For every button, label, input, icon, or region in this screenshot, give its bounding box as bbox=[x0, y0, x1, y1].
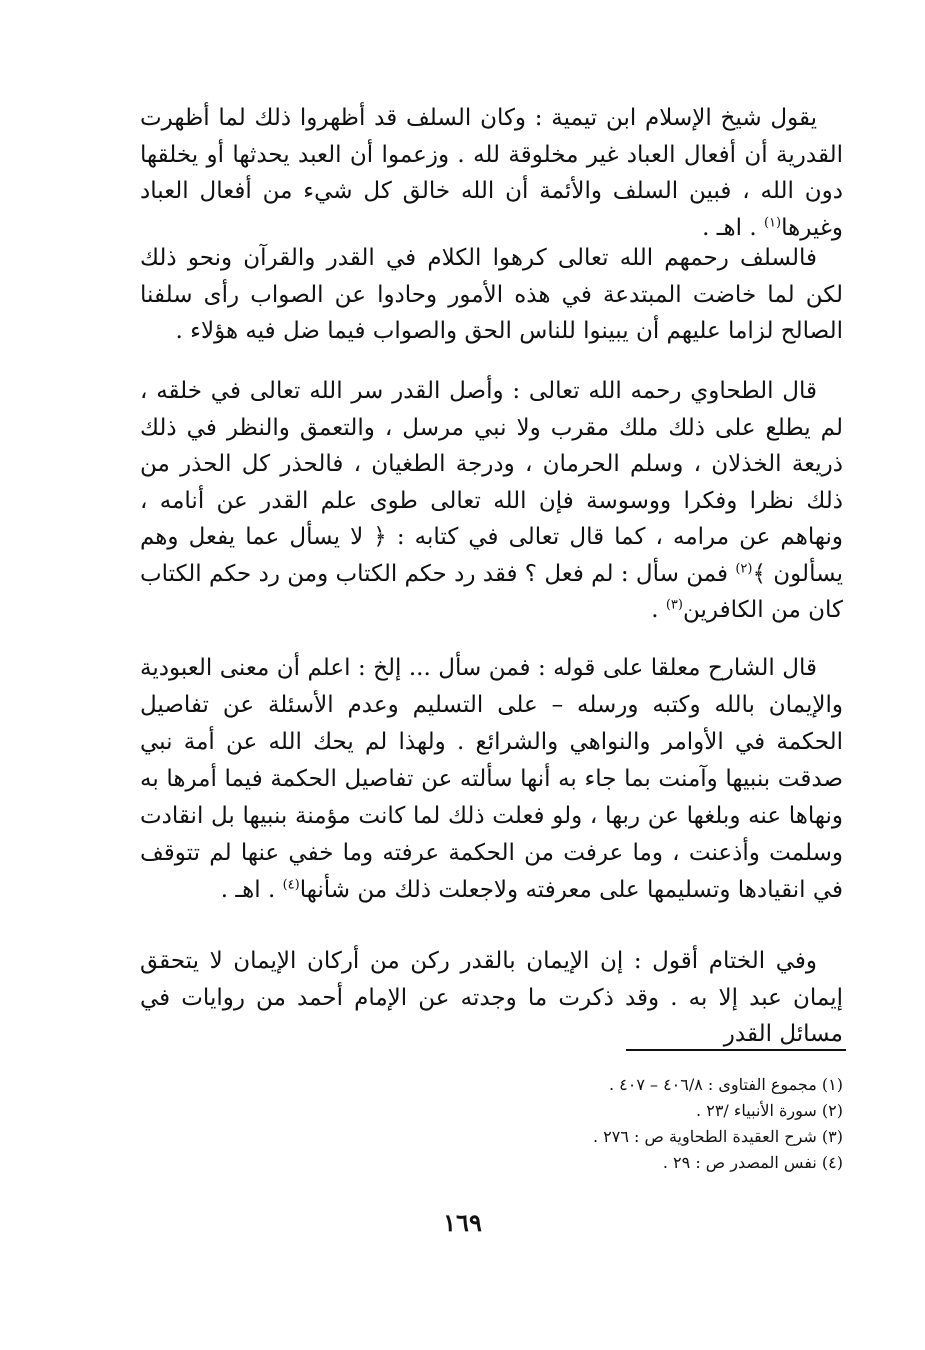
paragraph-1-text: يقول شيخ الإسلام ابن تيمية : وكان السلف قد أظهروا ذلك لما أظهرت القدرية أن أفعال العباد غير مخلوقة لله . وزعموا أن العبد يحدثها أو يخلقها دون الله ، فبين السلف والأئمة أن الله خالق كل شيء من أفعال العباد وغيرها bbox=[140, 105, 843, 241]
paragraph-3-text: قال الطحاوي رحمه الله تعالى : وأصل القدر سر الله تعالى في خلقه ، لم يطلع على ذلك ملك مقرب ولا نبي مرسل ، والتعمق والنظر في ذلك ذريعة الخذلان ، وسلم الحرمان ، ودرجة الطغيان ، فالحذر كل الحذر من ذلك نظرا وفكرا ووسوسة فإن الله تعالى طوى علم القدر عن أنامه ، ونهاهم عن مرامه ، كما قال تعالى في كتابه : ﴿ لا يسأل عما يفعل وهم يسألون ﴾ bbox=[140, 378, 843, 587]
paragraph-4-text: قال الشارح معلقا على قوله : فمن سأل ... إلخ : اعلم أن معنى العبودية والإيمان بالله وكتبه ورسله – على التسليم وعدم الأسئلة عن تفاصيل الحكمة في الأوامر والنواهي والشرائع . ولهذا لم يحك الله عن أمة نبي صدقت بنبيها وآمنت بما جاء به أنها سألته عن تفاصيل الحكمة فيما أمرها به ونهاها عنه وبلغها عن ربها ، ولو فعلت ذلك لما كانت مؤمنة بنبيها بل انقادت وسلمت وأذعنت ، وما عرفت من الحكمة عرفته وما خفي عنها لم تتوقف في انقيادها وتسليمها على معرفته ولاجعلت ذلك من شأنها bbox=[140, 655, 843, 903]
paragraph-conclusion bbox=[140, 943, 843, 1053]
paragraph-4-ending: . اهـ . bbox=[220, 877, 276, 903]
paragraph-1-ending: . اهـ . bbox=[702, 214, 757, 241]
paragraph-3-middle: فمن سأل : لم فعل ؟ فقد رد حكم الكتاب ومن رد حكم الكتاب كان من الكافرين bbox=[140, 560, 843, 623]
footnote-ref-2: (٢) bbox=[735, 560, 753, 576]
footnote-ref-1: (١) bbox=[763, 214, 782, 230]
footnote-2: (٢) سورة الأنبياء /٢٣ . bbox=[696, 1101, 843, 1120]
footnote-separator bbox=[626, 1049, 846, 1051]
paragraph-2-text: فالسلف رحمهم الله تعالى كرهوا الكلام في القدر والقرآن ونحو ذلك لكن لما خاضت المبتدعة في هذه الأمور وحادوا عن الصواب رأى سلفنا الصالح لزاما عليهم أن يبينوا للناس الحق والصواب فيما ضل فيه هؤلاء . bbox=[140, 245, 843, 344]
paragraph-commentator bbox=[140, 650, 843, 909]
footnotes bbox=[443, 1072, 843, 1176]
footnote-1: (١) مجموع الفتاوى : ٤٠٦/٨ – ٤٠٧ . bbox=[608, 1075, 843, 1094]
page-number: ١٦٩ bbox=[443, 1208, 482, 1237]
paragraph-ibn-taymiyya bbox=[140, 100, 843, 246]
paragraph-3-ending: . bbox=[651, 597, 659, 623]
footnote-3: (٣) شرح العقيدة الطحاوية ص : ٢٧٦ . bbox=[593, 1127, 843, 1146]
footnote-ref-4: (٤) bbox=[282, 877, 300, 893]
paragraph-salaf bbox=[140, 240, 843, 350]
footnote-4: (٤) نفس المصدر ص : ٢٩ . bbox=[662, 1153, 843, 1172]
paragraph-5-text: وفي الختام أقول : إن الإيمان بالقدر ركن من أركان الإيمان لا يتحقق إيمان عبد إلا به . وقد ذكرت ما وجدته عن الإمام أحمد من روايات في مسائل القدر bbox=[140, 948, 843, 1047]
paragraph-tahawi bbox=[140, 373, 843, 629]
footnote-ref-3: (٣) bbox=[665, 597, 683, 613]
